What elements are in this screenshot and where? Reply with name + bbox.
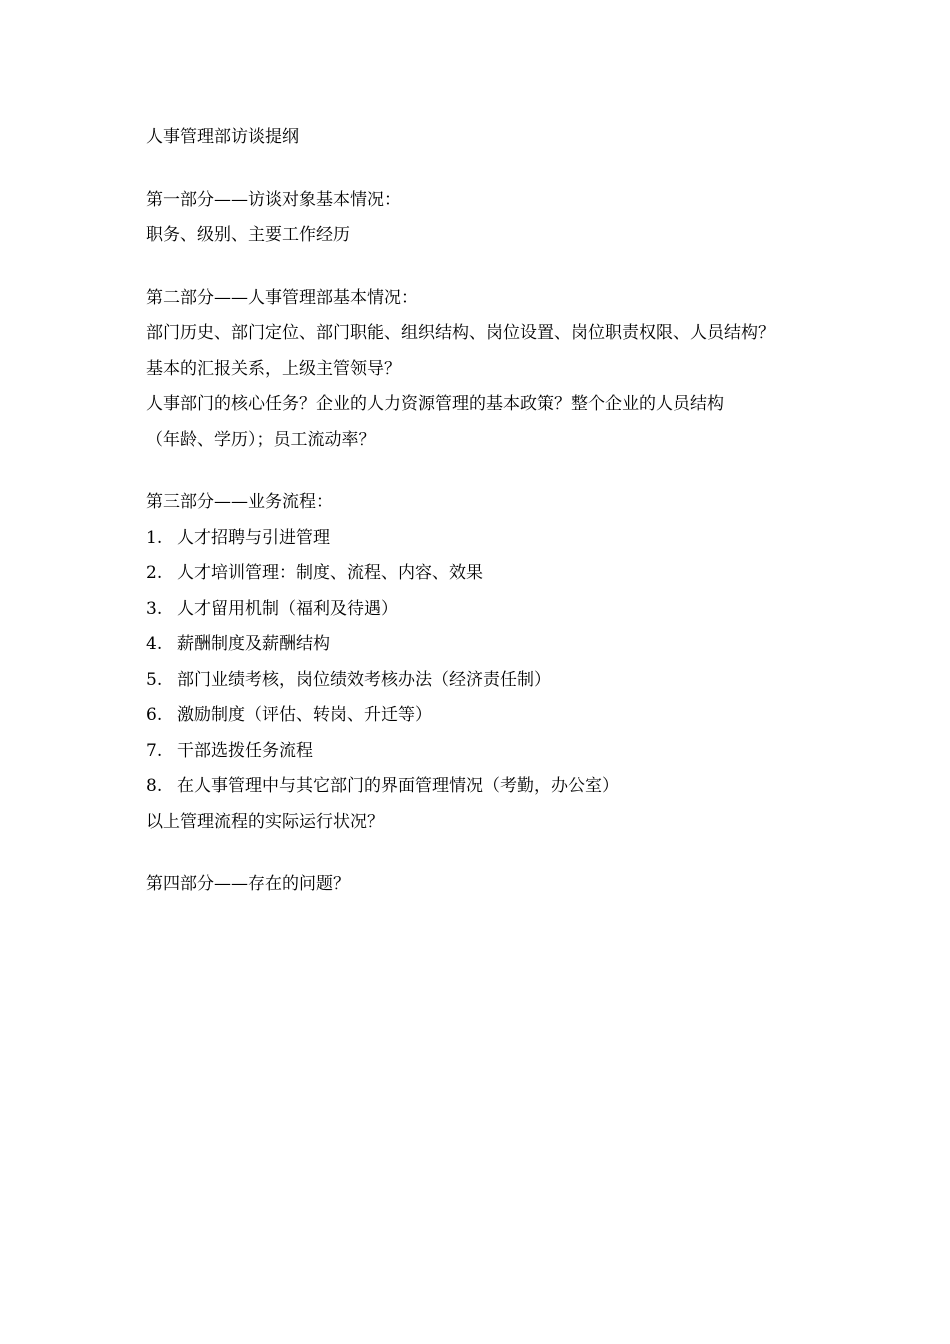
part4-heading: 第四部分——存在的问题？ xyxy=(146,874,350,894)
list-item xyxy=(146,556,826,592)
list-text: 人才培训管理：制度、流程、内容、效果 xyxy=(177,563,483,583)
list-number: 8. xyxy=(146,776,163,796)
list-item xyxy=(146,627,826,663)
list-text: 干部选拨任务流程 xyxy=(177,740,313,761)
part2-line: 人事部门的核心任务？企业的人力资源管理的基本政策？整个企业的人员结构 xyxy=(146,394,724,414)
list-text: 薪酬制度及薪酬结构 xyxy=(177,634,330,654)
part2-line: 基本的汇报关系，上级主管领导？ xyxy=(146,358,401,379)
list-item xyxy=(146,769,826,805)
list-number: 4. xyxy=(146,634,163,654)
list-text: 在人事管理中与其它部门的界面管理情况（考勤，办公室） xyxy=(177,776,619,796)
list-item xyxy=(146,521,826,557)
list-text: 部门业绩考核，岗位绩效考核办法（经济责任制） xyxy=(177,669,551,690)
list-number: 2. xyxy=(146,563,163,583)
list-number: 1. xyxy=(146,527,163,548)
list-text: 人才招聘与引进管理 xyxy=(177,527,330,548)
list-number: 3. xyxy=(146,598,163,619)
part1-heading: 第一部分——访谈对象基本情况： xyxy=(146,189,401,210)
list-item xyxy=(146,734,826,770)
document-title: 人事管理部访谈提纲 xyxy=(146,127,299,147)
spacer xyxy=(146,156,826,183)
list-item xyxy=(146,663,826,699)
part1-line: 职务、级别、主要工作经历 xyxy=(146,225,350,245)
list-number: 6. xyxy=(146,705,163,725)
list-number: 7. xyxy=(146,740,163,761)
list-item xyxy=(146,698,826,734)
spacer xyxy=(146,458,826,485)
spacer xyxy=(146,840,826,867)
part2-line: （年龄、学历）；员工流动率？ xyxy=(146,429,376,450)
part3-heading: 第三部分——业务流程： xyxy=(146,492,333,512)
spacer xyxy=(146,254,826,281)
list-item xyxy=(146,592,826,628)
list-text: 人才留用机制（福利及待遇） xyxy=(177,598,398,619)
part2-line: 部门历史、部门定位、部门职能、组织结构、岗位设置、岗位职责权限、人员结构？ xyxy=(146,323,775,343)
part2-heading: 第二部分——人事管理部基本情况： xyxy=(146,287,418,308)
list-text: 激励制度（评估、转岗、升迁等） xyxy=(177,705,432,725)
list-number: 5. xyxy=(146,669,163,690)
part3-footer: 以上管理流程的实际运行状况？ xyxy=(146,811,384,832)
document-body xyxy=(146,120,826,903)
